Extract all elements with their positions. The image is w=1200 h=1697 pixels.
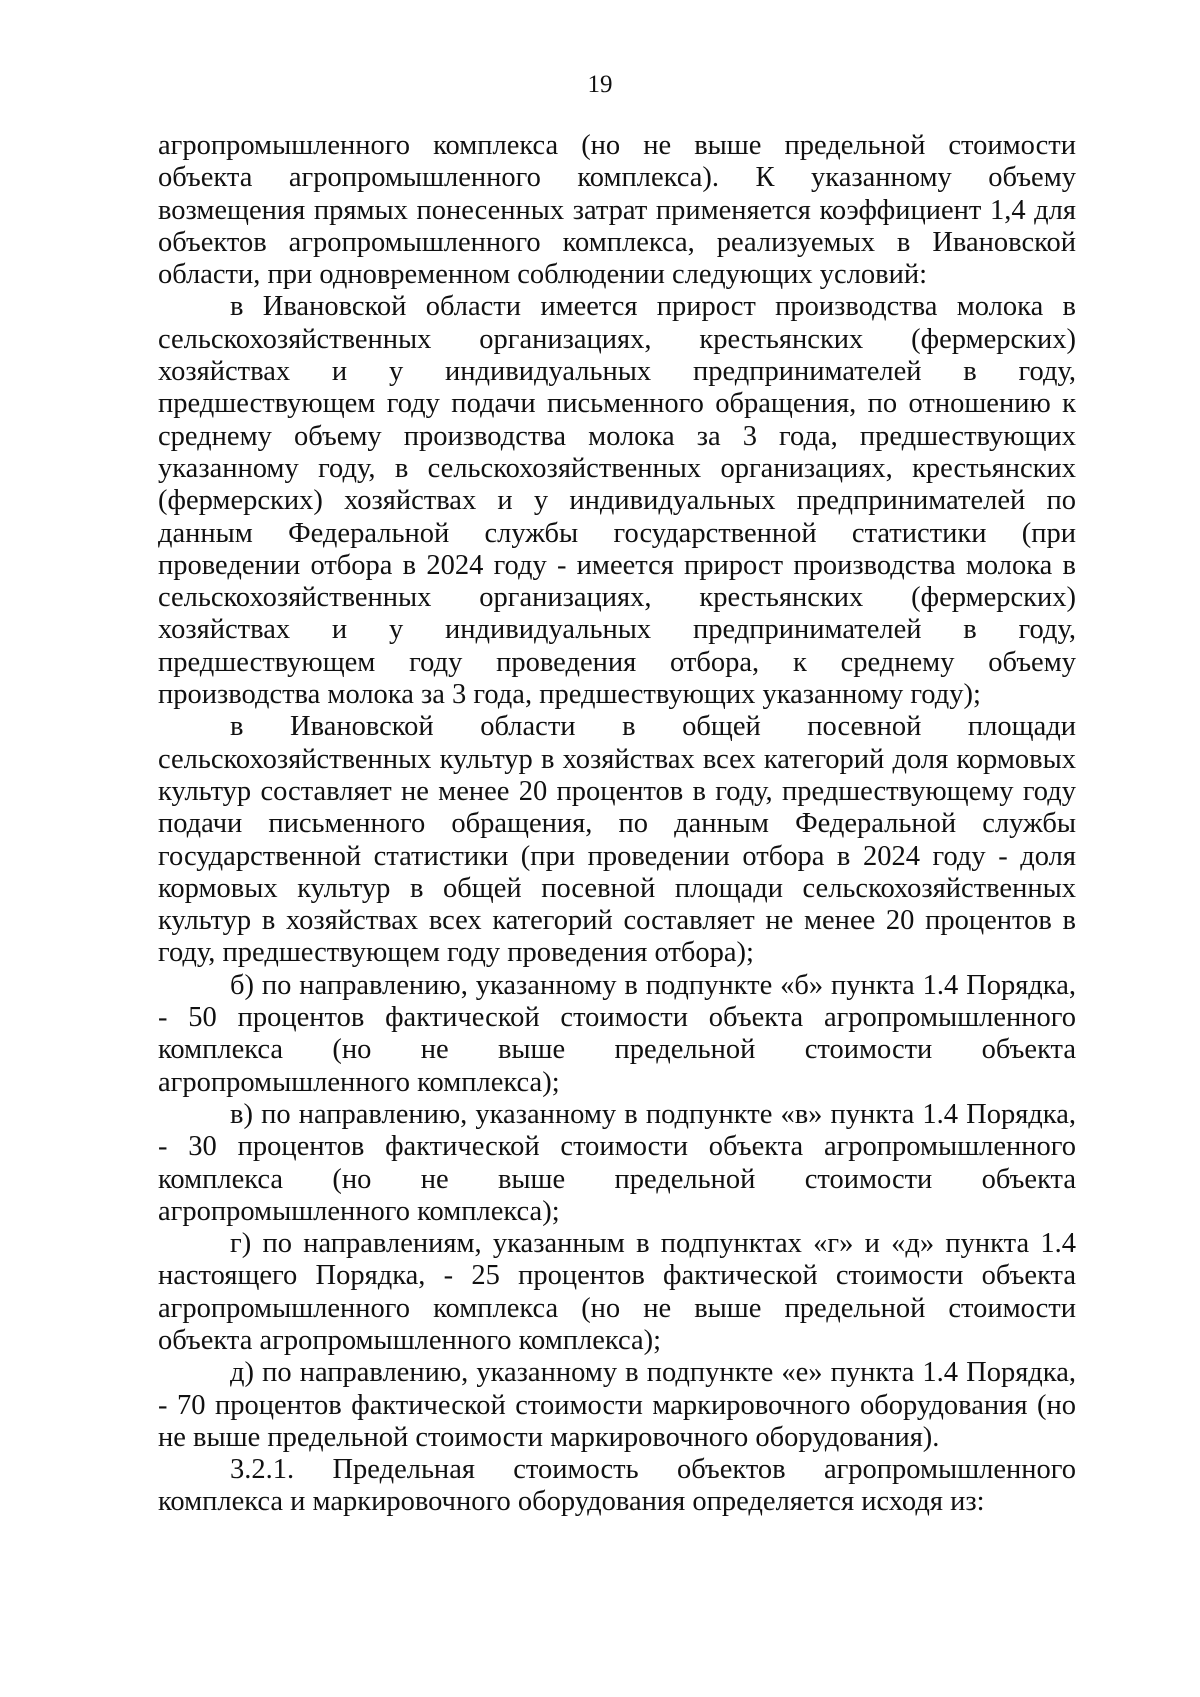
paragraph-section-3-2-1: 3.2.1. Предельная стоимость объектов агропромышленного комплекса и маркировочного оборудования определяется исходя из: [158, 1454, 1076, 1518]
paragraph-item-v: в) по направлению, указанному в подпункте «в» пункта 1.4 Порядка, - 30 процентов фактической стоимости объекта агропромышленного комплекса (но не выше предельной стоимости объекта агропромышленного комплекса); [158, 1098, 1076, 1227]
paragraph-item-d: д) по направлению, указанному в подпункте «е» пункта 1.4 Порядка, - 70 процентов фактической стоимости маркировочного оборудования (но не выше предельной стоимости маркировочного оборудования). [158, 1357, 1076, 1453]
paragraph-item-g: г) по направлениям, указанным в подпунктах «г» и «д» пункта 1.4 настоящего Порядка, - 25 процентов фактической стоимости объекта агропромышленного комплекса (но не выше предельной стоимости объекта агропромышленного комплекса); [158, 1228, 1076, 1356]
page-number: 19 [587, 71, 613, 98]
paragraph-fodder-condition: в Ивановской области в общей посевной площади сельскохозяйственных культур в хозяйствах всех категорий доля кормовых культур составляет не менее 20 процентов в году, предшествующему году подачи письменного обращения, по данным Федеральной службы государственной статистики (при проведении отбора в 2024 году - доля кормовых культур в общей посевной площади сельскохозяйственных культур в хозяйствах всех категорий составляет не менее 20 процентов в году, предшествующем году проведения отбора); [158, 711, 1076, 969]
document-body [158, 130, 1076, 1519]
paragraph-item-b: б) по направлению, указанному в подпункте «б» пункта 1.4 Порядка, - 50 процентов фактической стоимости объекта агропромышленного комплекса (но не выше предельной стоимости объекта агропромышленного комплекса); [158, 969, 1076, 1098]
paragraph-milk-condition: в Ивановской области имеется прирост производства молока в сельскохозяйственных организациях, крестьянских (фермерских) хозяйствах и у индивидуальных предпринимателей в году, предшествующем году подачи письменного обращения, по отношению к среднему объему производства молока за 3 года, предшествующих указанному году, в сельскохозяйственных организациях, крестьянских (фермерских) хозяйствах и у индивидуальных предпринимателей по данным Федеральной службы государственной статистики (при проведении отбора в 2024 году - имеется прирост производства молока в сельскохозяйственных организациях, крестьянских (фермерских) хозяйствах и у индивидуальных предпринимателей в году, предшествующем году проведения отбора, к среднему объему производства молока за 3 года, предшествующих указанному году); [158, 291, 1076, 711]
paragraph-continuation: агропромышленного комплекса (но не выше предельной стоимости объекта агропромышленного комплекса). К указанному объему возмещения прямых понесенных затрат применяется коэффициент 1,4 для объектов агропромышленного комплекса, реализуемых в Ивановской области, при одновременном соблюдении следующих условий: [158, 130, 1076, 291]
